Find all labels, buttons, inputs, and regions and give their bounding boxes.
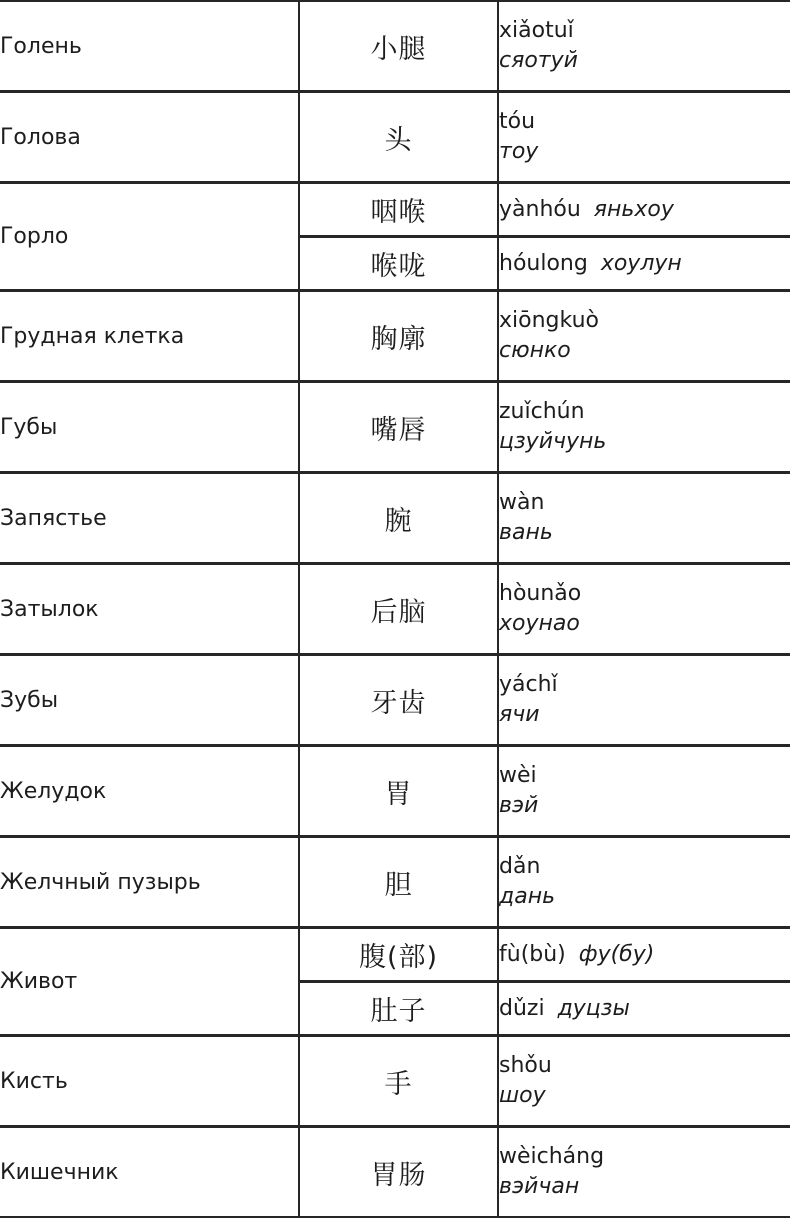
cyrillic-transcription: дуцзы <box>557 995 630 1021</box>
russian-term: Губы <box>0 382 299 473</box>
hanzi-term: 肚子 <box>299 982 498 1036</box>
hanzi-term: 小腿 <box>299 1 498 92</box>
table-row <box>0 382 790 473</box>
pronunciation-cell <box>498 928 790 982</box>
table-row <box>0 837 790 928</box>
hanzi-term: 头 <box>299 92 498 183</box>
table-row <box>0 655 790 746</box>
pinyin: dǎn <box>499 854 541 879</box>
pinyin: tóu <box>499 109 536 134</box>
russian-term: Голова <box>0 92 299 183</box>
hanzi-term: 胃肠 <box>299 1127 498 1218</box>
pronunciation-cell <box>498 837 790 928</box>
table-row <box>0 1 790 92</box>
hanzi-term: 腹(部) <box>299 928 498 982</box>
pinyin: wèicháng <box>499 1144 605 1169</box>
pinyin: shǒu <box>499 1053 552 1078</box>
pronunciation-cell <box>498 237 790 291</box>
cyrillic-transcription: вэй <box>499 793 539 818</box>
pinyin: yáchǐ <box>499 672 558 697</box>
pronunciation-cell <box>498 382 790 473</box>
cyrillic-transcription: шоу <box>499 1083 546 1108</box>
russian-term: Затылок <box>0 564 299 655</box>
russian-term: Голень <box>0 1 299 92</box>
hanzi-term: 手 <box>299 1036 498 1127</box>
hanzi-term: 牙齿 <box>299 655 498 746</box>
russian-term: Желчный пузырь <box>0 837 299 928</box>
cyrillic-transcription: вань <box>499 520 553 545</box>
pinyin: xiǎotuǐ <box>499 18 574 43</box>
cyrillic-transcription: дань <box>499 884 556 909</box>
russian-term: Живот <box>0 928 299 1036</box>
pinyin: wèi <box>499 763 537 788</box>
pronunciation-cell <box>498 564 790 655</box>
cyrillic-transcription: сяотуй <box>499 48 578 73</box>
table-row <box>0 183 790 237</box>
hanzi-term: 腕 <box>299 473 498 564</box>
table-row <box>0 928 790 982</box>
pinyin: zuǐchún <box>499 399 585 424</box>
pronunciation-cell <box>498 746 790 837</box>
russian-term: Кисть <box>0 1036 299 1127</box>
pronunciation-cell <box>498 1 790 92</box>
hanzi-term: 喉咙 <box>299 237 498 291</box>
pinyin: fù(bù) <box>499 941 566 967</box>
table-row <box>0 92 790 183</box>
pinyin: hòunǎo <box>499 581 582 606</box>
table-row <box>0 473 790 564</box>
russian-term: Запястье <box>0 473 299 564</box>
cyrillic-transcription: ячи <box>499 702 540 727</box>
table-row <box>0 1127 790 1218</box>
russian-term: Кишечник <box>0 1127 299 1218</box>
hanzi-term: 咽喉 <box>299 183 498 237</box>
pronunciation-cell <box>498 183 790 237</box>
pronunciation-cell <box>498 1036 790 1127</box>
cyrillic-transcription: сюнко <box>499 338 571 363</box>
pinyin: yànhóu <box>499 196 581 222</box>
russian-term: Желудок <box>0 746 299 837</box>
table-row <box>0 564 790 655</box>
cyrillic-transcription: хоулун <box>600 250 682 276</box>
pronunciation-cell <box>498 655 790 746</box>
hanzi-term: 胸廓 <box>299 291 498 382</box>
cyrillic-transcription: тоу <box>499 139 539 164</box>
cyrillic-transcription: хоунао <box>499 611 580 636</box>
pronunciation-cell <box>498 1127 790 1218</box>
cyrillic-transcription: яньхоу <box>593 196 674 222</box>
cyrillic-transcription: фу(бу) <box>578 941 655 967</box>
table-row <box>0 291 790 382</box>
russian-term: Грудная клетка <box>0 291 299 382</box>
hanzi-term: 后脑 <box>299 564 498 655</box>
table-row <box>0 1036 790 1127</box>
cyrillic-transcription: вэйчан <box>499 1174 580 1199</box>
hanzi-term: 嘴唇 <box>299 382 498 473</box>
pinyin: wàn <box>499 490 545 515</box>
russian-term: Зубы <box>0 655 299 746</box>
hanzi-term: 胃 <box>299 746 498 837</box>
russian-term: Горло <box>0 183 299 291</box>
table-row <box>0 746 790 837</box>
pronunciation-cell <box>498 473 790 564</box>
pinyin: dǔzi <box>499 995 545 1021</box>
pronunciation-cell <box>498 982 790 1036</box>
pinyin: hóulong <box>499 250 588 276</box>
pronunciation-cell <box>498 291 790 382</box>
hanzi-term: 胆 <box>299 837 498 928</box>
pronunciation-cell <box>498 92 790 183</box>
pinyin: xiōngkuò <box>499 308 599 333</box>
cyrillic-transcription: цзуйчунь <box>499 429 607 454</box>
